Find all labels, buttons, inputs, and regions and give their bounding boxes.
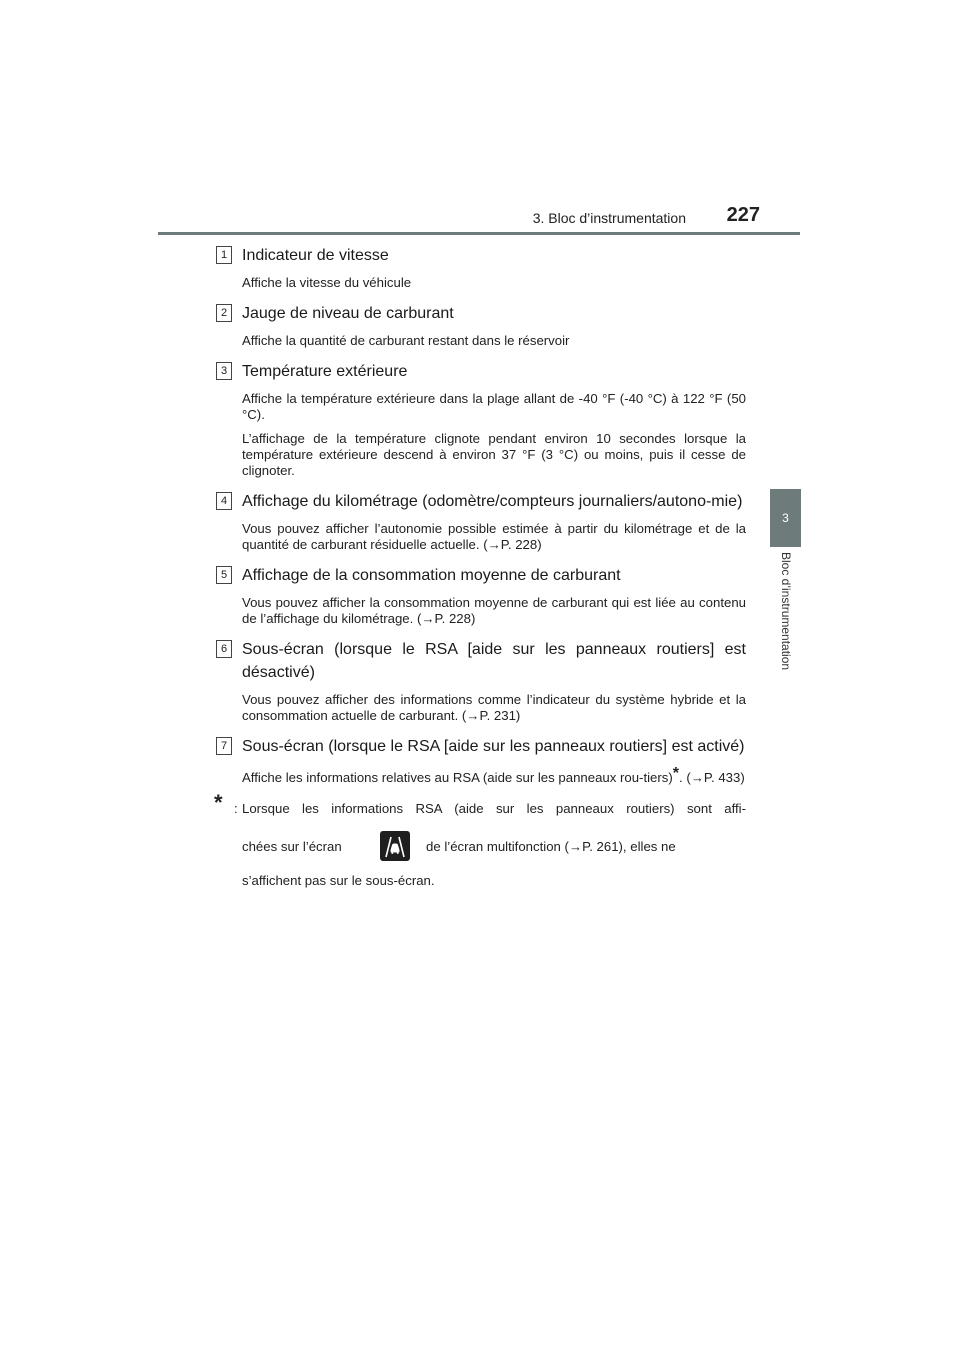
item-title: Sous-écran (lorsque le RSA [aide sur les panneaux routiers] est activé)	[242, 738, 745, 755]
page-header	[158, 200, 800, 236]
item-number-badge: 6	[216, 640, 232, 658]
footnote-marker: *	[672, 765, 679, 782]
item-number-badge: 5	[216, 566, 232, 584]
list-item	[214, 564, 746, 627]
item-number-badge: 7	[216, 737, 232, 755]
item-title: Sous-écran (lorsque le RSA [aide sur les panneaux routiers] est désactivé)	[242, 641, 746, 681]
item-description: L’affichage de la température clignote pendant environ 10 secondes lorsque la température extérieure descend à environ 37 °F (3 °C) ou moins, puis il cesse de clignoter.	[242, 431, 746, 478]
item-number-badge: 1	[216, 246, 232, 264]
item-number-badge: 3	[216, 362, 232, 380]
header-rule	[158, 232, 800, 235]
list-item	[214, 244, 746, 291]
item-number-badge: 2	[216, 304, 232, 322]
item-title: Indicateur de vitesse	[242, 247, 389, 264]
item-title: Jauge de niveau de carburant	[242, 305, 454, 322]
list-item	[214, 638, 746, 724]
item-description: Vous pouvez afficher l’autonomie possible estimée à partir du kilométrage et de la quantité de carburant résiduelle actuelle. (→P. 228)	[242, 521, 746, 552]
footnote: * : Lorsque les informations RSA (aide sur les panneaux routiers) sont affi- chées sur l’écran de l’écran multifonction (→P. 261), elles ne s’affichent pas sur le sous-écran.	[214, 790, 746, 888]
list-item	[214, 490, 746, 553]
list-item	[214, 735, 746, 786]
chapter-label: Bloc d’instrumentation	[779, 552, 793, 671]
item-description: Affiche la vitesse du véhicule	[242, 275, 412, 290]
item-description: Affiche les informations relatives au RSA (aide sur les panneaux rou-tiers)*. (→P. 433)	[242, 765, 745, 785]
item-title: Affichage du kilométrage (odomètre/compteurs journaliers/autono-mie)	[242, 493, 743, 510]
item-title: Température extérieure	[242, 363, 408, 380]
item-description: Vous pouvez afficher la consommation moyenne de carburant qui est liée au contenu de l’affichage du kilométrage. (→P. 228)	[242, 595, 746, 626]
item-description: Affiche la quantité de carburant restant dans le réservoir	[242, 333, 570, 348]
item-description: Affiche la température extérieure dans la plage allant de -40 °F (-40 °C) à 122 °F (50 °C).	[242, 391, 746, 422]
section-title: 3. Bloc d’instrumentation	[532, 210, 686, 226]
item-title: Affichage de la consommation moyenne de carburant	[242, 567, 621, 584]
list-item	[214, 360, 746, 479]
chapter-tab	[770, 489, 801, 547]
chapter-number: 3	[782, 511, 789, 525]
item-number-badge: 4	[216, 492, 232, 510]
list-item	[214, 302, 746, 349]
page-number: 227	[726, 204, 760, 226]
item-list	[214, 244, 746, 786]
footnote-star: *	[214, 790, 223, 815]
item-description: Vous pouvez afficher des informations comme l’indicateur du système hybride et la consommation actuelle de carburant. (→P. 231)	[242, 692, 746, 723]
car-lane-icon	[380, 831, 410, 861]
